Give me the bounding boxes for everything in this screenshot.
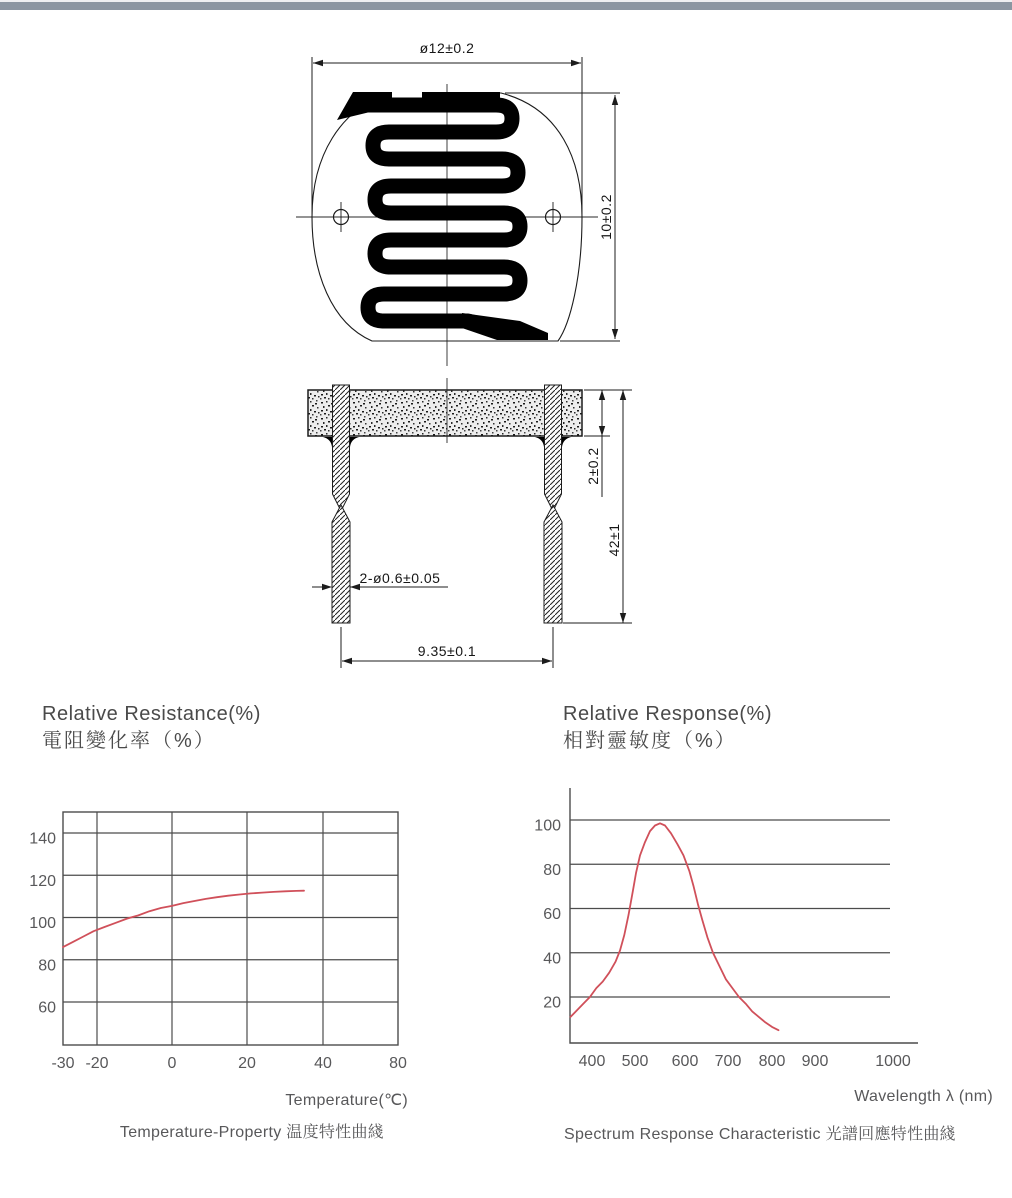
dim-lead-length-arrow-top [620,390,626,400]
x-tick-label: 600 [671,1053,699,1070]
right-chart-title-en: Relative Response(%) [563,703,772,725]
chart-spectrum-response [534,788,918,1070]
fillet [562,437,571,447]
dim-diameter-arrow-right [571,60,581,66]
dim-lead-spacing-arrow-right [542,658,552,664]
dim-thickness-label: 2±0.2 [585,447,601,485]
plot-border [63,812,398,1045]
dim-lead-diameter-label: 2-ø0.6±0.05 [359,570,441,586]
spectrum-response-curve [571,823,779,1030]
dim-diameter-label: ø12±0.2 [419,40,475,56]
y-tick-label: 100 [534,817,561,835]
lead-right-upper [545,385,562,511]
fillet [350,437,359,447]
left-chart-caption: Temperature-Property 温度特性曲綫 [119,1124,385,1141]
x-tick-label: 20 [238,1055,256,1072]
dim-thickness-arrow-bottom [599,426,605,436]
right-chart-x-axis-label: Wavelength λ (nm) [854,1088,993,1105]
fillet [535,437,544,447]
right-chart-caption: Spectrum Response Characteristic 光譜回應特性曲綫 [564,1126,956,1143]
x-tick-label: 400 [578,1053,606,1070]
x-tick-label: 1000 [875,1053,911,1070]
side-view [308,378,632,668]
charts-canvas [0,780,1012,1170]
dim-diameter-arrow-left [313,60,323,66]
dim-height-label: 10±0.2 [598,194,614,240]
x-tick-label: 700 [714,1053,742,1070]
dim-lead-length-label: 42±1 [606,523,622,557]
x-tick-label: 800 [758,1053,786,1070]
y-tick-label: 40 [543,950,561,968]
left-chart-title [42,701,261,755]
right-chart-title [563,701,772,755]
x-tick-label: 500 [621,1053,649,1070]
y-tick-label: 100 [29,915,56,932]
y-tick-label: 140 [29,830,56,848]
dim-lead-length-arrow-bottom [620,613,626,623]
left-chart-x-axis-label: Temperature(℃) [285,1092,408,1109]
lead-left-lower [332,505,350,623]
electrode-serpentine [358,105,520,330]
y-tick-label: 60 [543,906,561,923]
top-view [296,40,620,366]
dim-height-arrow-top [612,95,618,105]
x-tick-label: 40 [314,1055,332,1072]
fillet [323,437,332,447]
chart-temperature-property [29,812,407,1072]
temperature-property-curve [63,891,304,947]
y-tick-label: 120 [29,872,56,890]
axis-lines [570,788,918,1043]
dim-lead-spacing-label: 9.35±0.1 [417,643,477,659]
x-tick-label: -20 [85,1055,109,1072]
y-tick-label: 60 [38,999,56,1017]
lead-right-lower [544,505,562,623]
right-chart-title-zh: 相對靈敏度（%） [563,730,737,752]
lead-left-upper [333,385,350,511]
x-tick-label: -30 [51,1055,75,1072]
x-tick-label: 0 [167,1055,177,1072]
dim-lead-spacing-arrow-left [342,658,352,664]
y-tick-label: 80 [38,957,56,975]
dim-lead-diameter-arrow-left [322,584,332,590]
y-tick-label: 20 [543,994,561,1012]
dim-thickness-arrow-top [599,390,605,400]
left-chart-title-en: Relative Resistance(%) [42,703,261,725]
left-chart-title-zh: 電阻變化率（%） [42,730,216,752]
electrode-bottom-wedge [462,313,548,340]
y-tick-label: 80 [543,861,561,879]
dim-height-arrow-bottom [612,329,618,339]
x-tick-label: 80 [389,1055,407,1072]
dim-lead-diameter-arrow-right [350,584,360,590]
x-tick-label: 900 [801,1053,829,1070]
